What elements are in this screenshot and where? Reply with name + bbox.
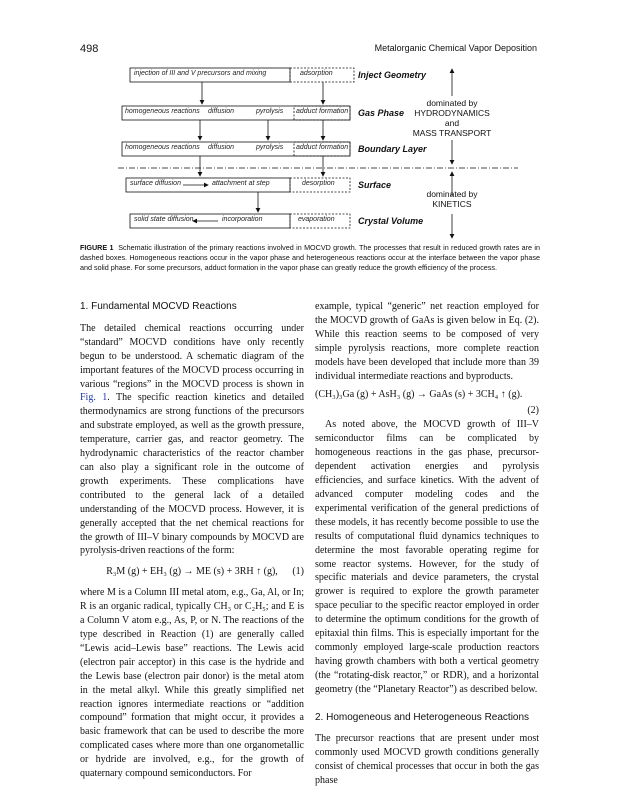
figure-reference-link[interactable]: Fig. 1	[80, 392, 108, 404]
box-pyrolysis: pyrolysis	[256, 144, 284, 151]
box-homogeneous-reactions: homogeneous reactions	[125, 144, 200, 151]
right-column	[315, 300, 539, 788]
label-inject-geometry: Inject Geometry	[358, 70, 427, 80]
equation-1: R₃M (g) + EH₃ (g) → ME (s) + 3RH ↑ (g), (1)	[106, 566, 304, 578]
paragraph: where M is a Column III metal atom, e.g., Ga, Al, or In; R is an organic radical, typically CH₃ or C₂H₅; and E is a Column V atom e.g., As, P, or N. The reactions of the type described in Reaction (1) are generally called “Lewis acid–Lewis base” reactions. The Lewis acid (electron pair acceptor) in this case is the hydride and the Lewis base (electron pair donor) is the metal atom in the metal alkyl. While this greatly simplified net reaction ignores intermediate reactions or “addition compound” formation that might occur, it provides a basic framework that can be used to describe the more complicated cases where more than one organometallic or hydride are involved, e.g., for the growth of quaternary compound semiconductors. For	[80, 587, 304, 780]
caption-label: FIGURE 1	[80, 243, 114, 252]
label-surface: Surface	[358, 180, 392, 190]
dominated-hydrodynamics: dominated by HYDRODYNAMICS and MASS TRANSPORT	[412, 98, 492, 138]
paragraph: The detailed chemical reactions occurring under “standard” MOCVD conditions have only recently begun to be understood. A schematic diagram of the important features of the MOCVD process occurring in various “regions” in the MOCVD process is shown in Fig. 1. The specific reaction kinetics and detailed thermodynamics are strong functions of the precursors and substrate employed, as well as the growth pressure, temperature, carrier gas, and reactor geometry. The hydrodynamic characteristics of the reactor chamber can also play a significant role in the outcome of growth experiments. These complications have contributed to the general lack of a detailed understanding of the MOCVD process. However, it is generally accepted that the net chemical reactions for the growth of III–V binary compounds by MOCVD are pyrolysis-driven reactions of the form:	[80, 322, 305, 557]
box-incorporation: incorporation	[222, 216, 263, 223]
box-diffusion: diffusion	[208, 108, 235, 115]
equation-number: (2)	[527, 405, 539, 417]
box-solid-state-diffusion: solid state diffusion	[134, 216, 194, 223]
paragraph: The precursor reactions that are present under most commonly used MOCVD growth conditions generally consist of chemical processes that occur in both the gas phase	[315, 733, 539, 787]
page-number: 498	[80, 43, 99, 55]
figure-caption	[80, 243, 540, 273]
box-desorption: desorption	[302, 180, 335, 187]
equation-2: (CH₃)₃Ga (g) + AsH₃ (g) → GaAs (s) + 3CH₄ ↑ (g).	[315, 389, 523, 401]
box-attachment-at-step: attachment at step	[212, 180, 270, 187]
label-gas-phase: Gas Phase	[358, 108, 405, 118]
figure-1	[118, 66, 518, 242]
section-heading-1: 1. Fundamental MOCVD Reactions	[80, 301, 237, 312]
caption-text: Schematic illustration of the primary reactions involved in MOCVD growth. The processes that result in reduced growth rates are in dashed boxes. Homogeneous reactions occur in the vapor phase and heterogeneous reactions occur at the interface between the vapor phase and solid phase. For some precursors, adduct formation in the vapor phase can greatly reduce the growth efficiency of the process.	[80, 243, 540, 272]
box-adduct-formation: adduct formation	[296, 144, 349, 151]
paragraph: example, typical “generic” net reaction employed for the MOCVD growth of GaAs is given below in Eq. (2). While this reaction seems to be composed of very simple pyrolysis reactions, more complete reaction models have been developed that include more than 39 individual intermediate reactions and byproducts.	[315, 301, 539, 382]
box-surface-diffusion: surface diffusion	[130, 180, 181, 187]
box-adduct-formation: adduct formation	[296, 108, 349, 115]
section-heading-2: 2. Homogeneous and Heterogeneous Reactions	[315, 711, 530, 723]
dominated-kinetics: dominated by KINETICS	[426, 189, 478, 209]
box-diffusion: diffusion	[208, 144, 235, 151]
label-crystal-volume: Crystal Volume	[358, 216, 424, 226]
box-adsorption: adsorption	[300, 70, 333, 77]
box-homogeneous-reactions: homogeneous reactions	[125, 108, 200, 115]
paragraph: As noted above, the MOCVD growth of III–V semiconductor films can be complicated by homogeneous reactions in the gas phase, precursor-dependent activation energies and pyrolysis efficiencies, and surface kinetics. With the advent of advanced computer modeling codes and the experimental verification of the general predictions of these models, it has recently become possible to use the results of computational fluid dynamics techniques to determine the most favorable operating regime for some reactor systems. However, for the study of specific materials and device parameters, the crystal grower is required to explore the growth parameter space peculiar to the specific reactor employed in order to determine the optimum conditions for the growth of epitaxial thin films. This is especially important for the commonly employed large-scale production reactors having growth chambers with both a vertical geometry (the “rotating-disk reactor,” or RDR), and a horizontal geometry (the “Planetary Reactor”) as described below.	[315, 419, 539, 695]
left-column	[80, 300, 304, 781]
box-evaporation: evaporation	[298, 216, 335, 223]
equation-number: (1)	[292, 566, 304, 578]
box-pyrolysis: pyrolysis	[256, 108, 284, 115]
label-boundary-layer: Boundary Layer	[358, 144, 427, 154]
box-injection: injection of III and V precursors and mixing	[134, 70, 267, 77]
running-title: Metalorganic Chemical Vapor Deposition	[374, 43, 537, 53]
